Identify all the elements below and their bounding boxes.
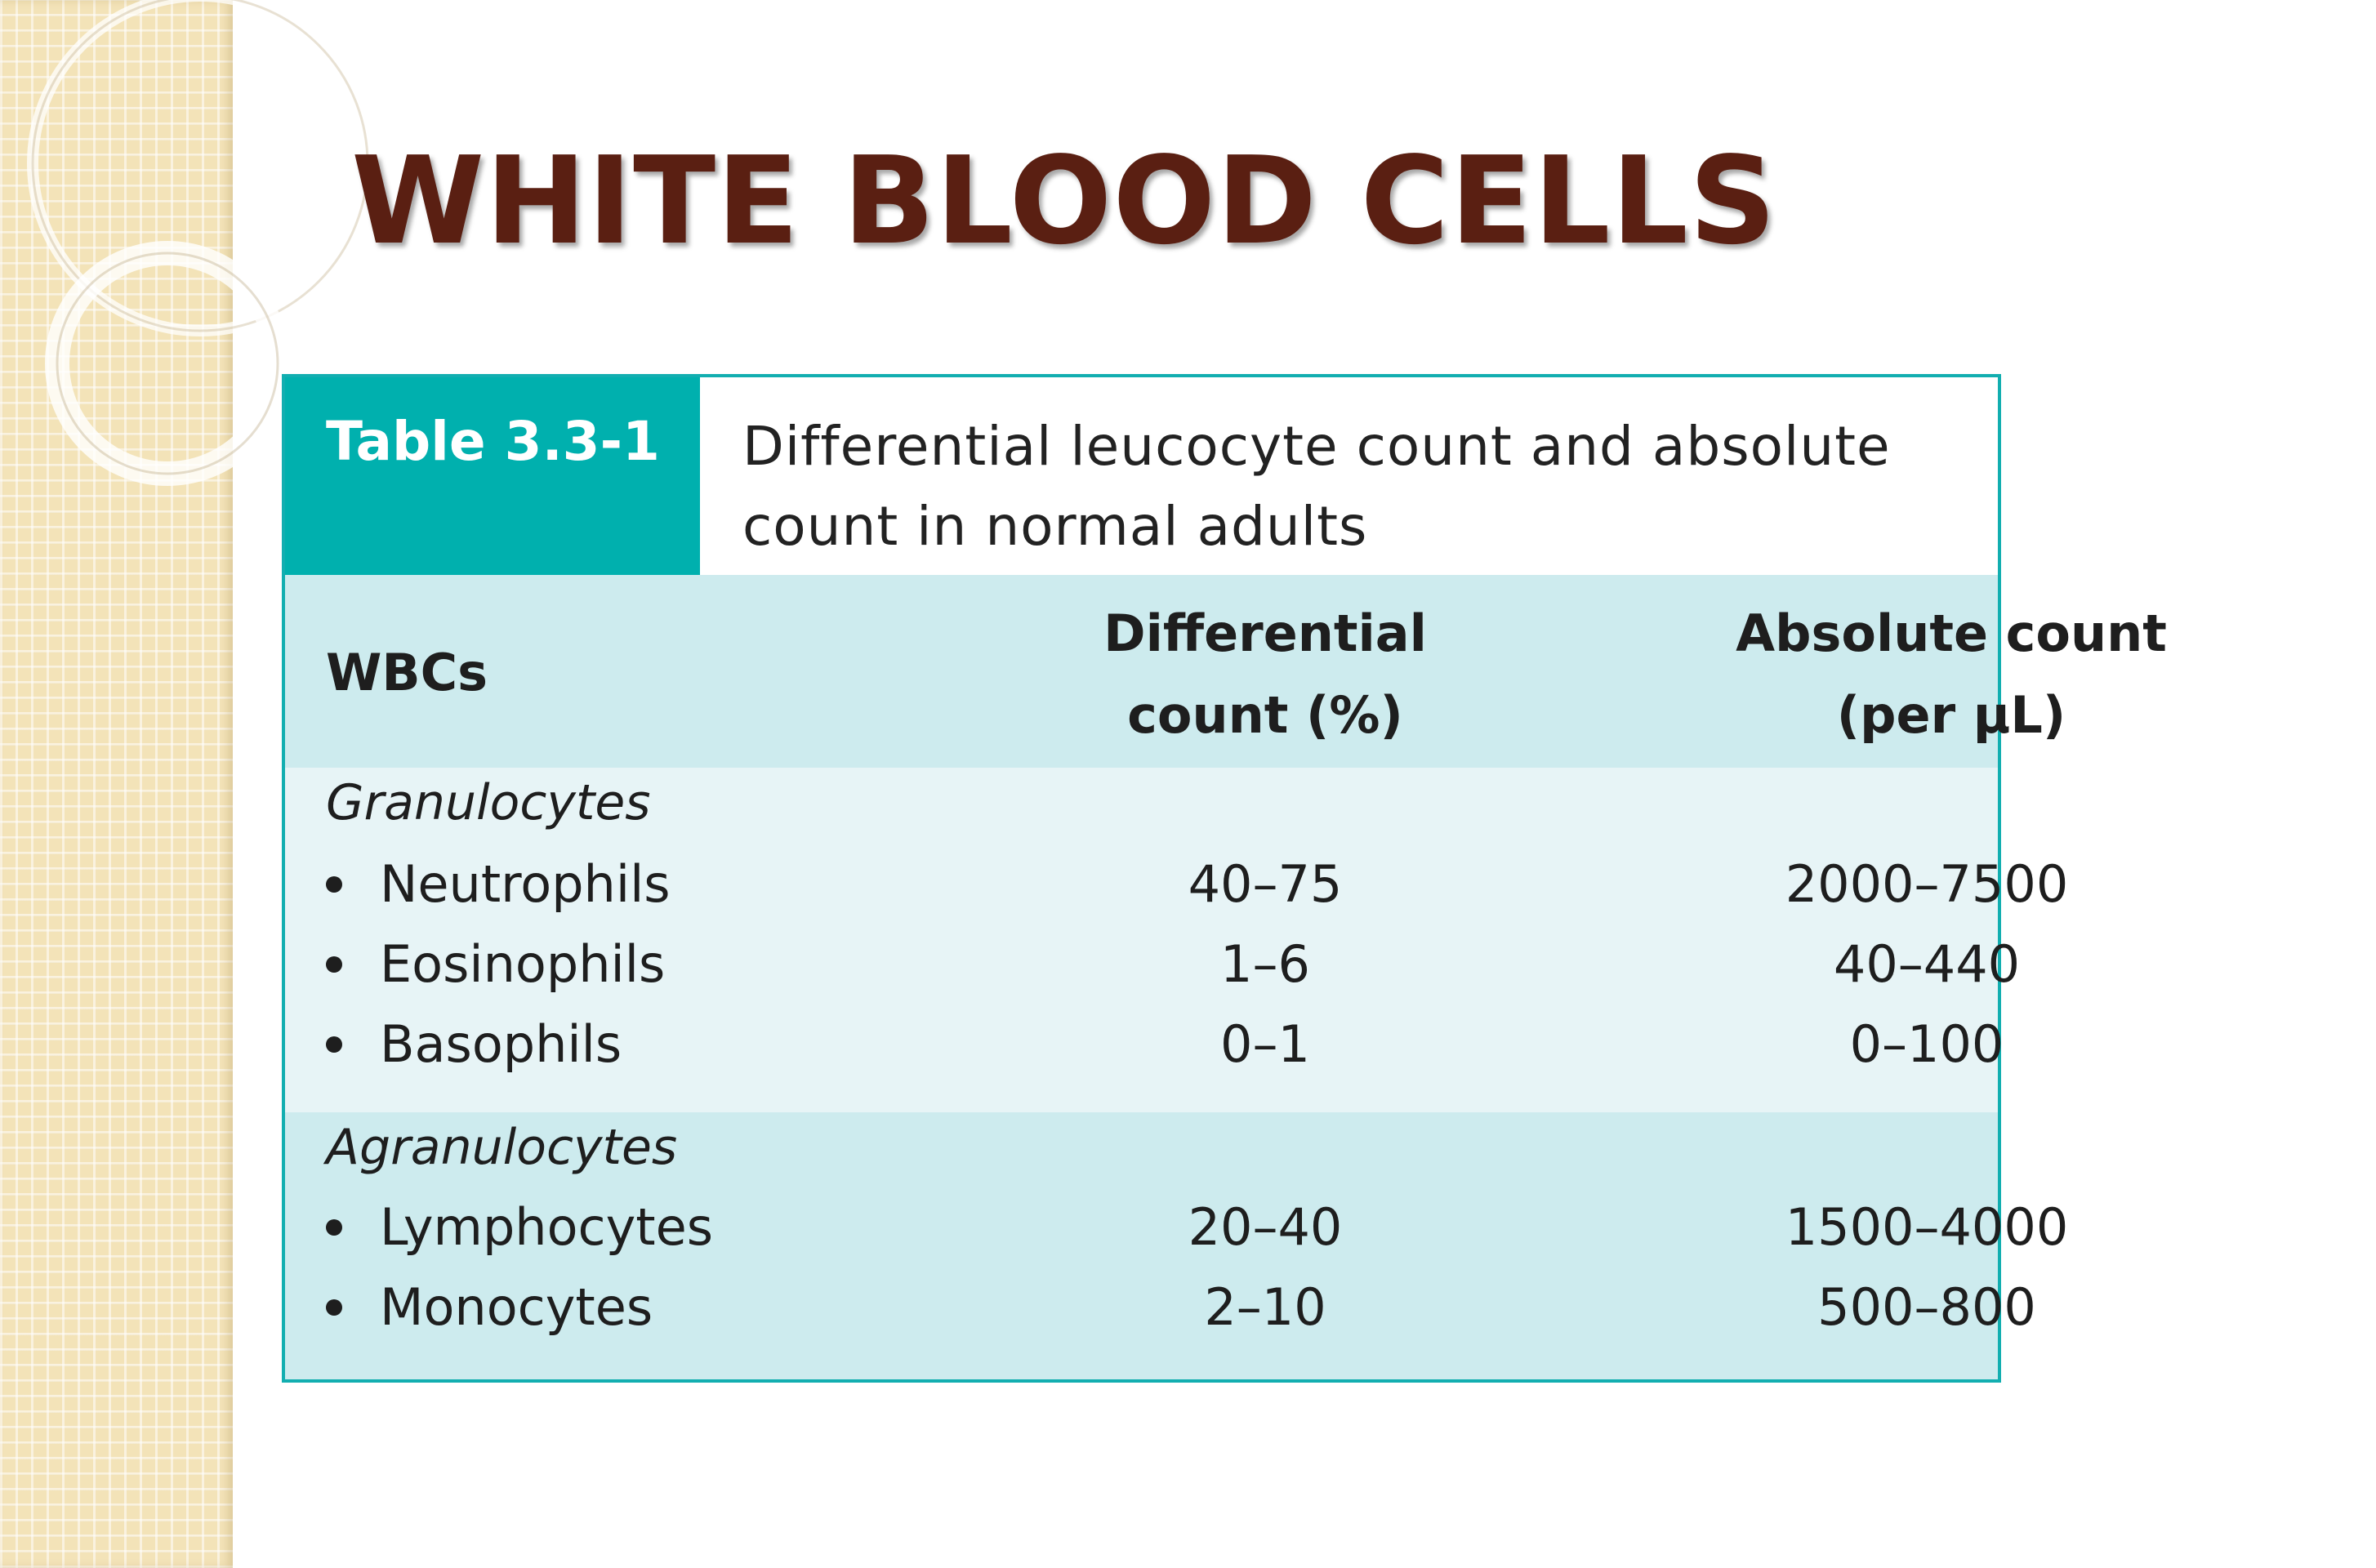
column-header-absolute [1527, 593, 2376, 756]
table-row [285, 1277, 2036, 1357]
cell-type-name: Neutrophils [326, 854, 671, 914]
table-caption-line: Differential leucocyte count and absolute [742, 415, 1891, 478]
cell-type-name: Basophils [326, 1014, 622, 1074]
column-header-differential [955, 593, 1576, 756]
bullet-icon [326, 1299, 342, 1316]
column-header-line: (per μL) [1836, 685, 2066, 745]
table-caption-line: count in normal adults [742, 495, 1368, 558]
absolute-value: 0–100 [1849, 1014, 2004, 1074]
wbc-table [282, 374, 2167, 1383]
table-row [285, 1197, 2069, 1277]
bullet-icon [326, 956, 342, 973]
table-row [285, 1014, 2004, 1094]
cell-type-name: Lymphocytes [326, 1197, 713, 1257]
differential-value: 20–40 [1188, 1197, 1343, 1257]
table-caption-row [285, 377, 1998, 578]
differential-value: 1–6 [1220, 934, 1310, 994]
table-number-label: Table 3.3-1 [285, 377, 700, 575]
group-heading-row [285, 768, 1998, 848]
differential-value: 2–10 [1204, 1277, 1326, 1337]
absolute-value: 2000–7500 [1785, 854, 2069, 914]
differential-value: 40–75 [1188, 854, 1343, 914]
absolute-value: 500–800 [1817, 1277, 2036, 1337]
group-name: Granulocytes [326, 774, 651, 831]
cell-type-name: Monocytes [326, 1277, 653, 1337]
column-header-line: Absolute count [1736, 604, 2167, 663]
column-header-line: count (%) [1127, 685, 1403, 745]
cell-type-name: Eosinophils [326, 934, 665, 994]
bullet-icon [326, 876, 342, 893]
table-row [285, 934, 2021, 1014]
group-name: Agranulocytes [326, 1119, 678, 1176]
table-header-row [285, 575, 2167, 771]
bullet-icon [326, 1219, 342, 1236]
table-row [285, 854, 2069, 934]
absolute-value: 1500–4000 [1785, 1197, 2069, 1257]
group-heading-row [285, 1112, 1998, 1192]
column-header-wbcs: WBCs [326, 643, 488, 702]
differential-value: 0–1 [1220, 1014, 1310, 1074]
column-header-line: Differential [1103, 604, 1427, 663]
bullet-icon [326, 1036, 342, 1053]
absolute-value: 40–440 [1833, 934, 2021, 994]
group-agranulocytes [285, 1112, 2069, 1379]
table-caption [742, 407, 1951, 567]
group-granulocytes [285, 768, 2069, 1112]
decorative-rings [0, 0, 245, 506]
slide-title: WHITE BLOOD CELLS [351, 131, 1777, 271]
